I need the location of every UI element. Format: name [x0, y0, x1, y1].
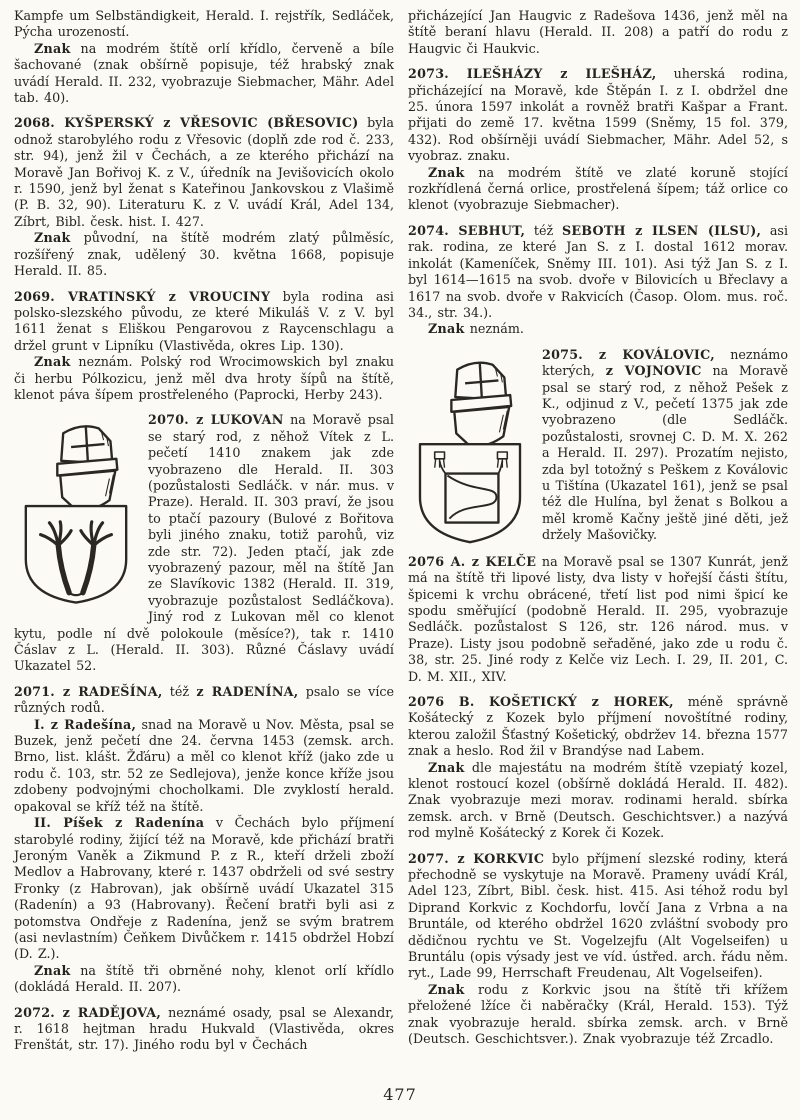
text-run: uherská rodina, přicházející na Moravě, kde Štěpán I. z I. obdržel dne 25. února 1597 inkolát a rovněž bratři Kašpar a Frant. přijati do země 17. května 1599 (Sněmy, 15 fol. 379, 432). Rod obšírněji uvádí Siebmacher, Mähr. Adel 52, s vyobraz. znaku.	[408, 66, 789, 164]
bold-text-run: Znak	[34, 230, 71, 246]
page-number: 477	[383, 1085, 417, 1104]
bold-text-run: Znak	[428, 759, 465, 775]
entry-2072-z-radejova	[14, 1005, 394, 1054]
entry-2069-vratinsky	[14, 289, 394, 404]
text-run: na Moravě psal se starý rod, z něhož Pešek z K., odjinud z V., pečetí 1375 jak zde vyobrazeno (dle Sedláčk. pozůstalosti, srovnej C. D. M. X. 262 a Herald. II. 297). Prozatím nejisto, zda byl totožný s Peškem z Koválovic u Tištína (Ukazatel 161), jenž se psal též dle Hulína, byl ženat s Bolkou a měl kromě Kačny ještě jiné děti, jež držely Mašovičky.	[542, 363, 788, 543]
text-run: v Čechách bylo příjmení starobylé rodiny, žijící též na Moravě, kde přichází bratři Jeroným Vaněk a Zikmund P. z R., kteří drželi zboží Medlov a Habrovany, které r. 1437 obdrželi od své sestry Fronky (z Habrovan), jak obšírně uvádí Ukazatel 315 (Radenín) a 93 (Habrovany). Řečení bratři byli asi z potomstva Ondřeje z Radenína, jenž se svým bratrem (asi nevlastním) Čeňkem Divůčkem r. 1415 obdržel Hobzí (D. Z.).	[14, 815, 395, 962]
paragraph	[14, 8, 394, 41]
bold-text-run: Znak	[34, 962, 71, 978]
text-run: na Moravě psal se 1307 Kunrát, jenž má na štítě tři lipové listy, dva listy v hořejší části štítu, špicemi k vrchu obrácené, třetí list pod nimi špicí ke spodu směřující (podobně Herald. II. 295, vyobrazuje Sedláčk. pozůstalost S 126, str. 126 národ. mus. v Praze). Listy jsou podobně seřaděné, jako zde u rodu č. 38, str. 25. Jiné rody z Kelče viz Lech. I. 29, II. 201, C. D. M. XII., XIV.	[408, 553, 788, 684]
bold-text-run: Znak	[428, 164, 465, 180]
text-run: původní, na štítě modrém zlatý půlměsíc, rozšířený znak, udělený 30. května 1668, popisuje Herald. II. 85.	[14, 230, 394, 279]
text-run: bylo příjmení slezské rodiny, která přechodně se vyskytuje na Moravě. Prameny uvádí Král, Adel 123, Zíbrt, Bibl. česk. hist. 415. Asi téhož rodu byl Diprand Korkvic z Kochdorfu, lovčí Jana z Vrbna a na Bruntále, od kterého obdržel 1620 zvláštní svobody pro dědičnou rychtu ve St. Vogelzejfu (Alt Vogelseifen) u Bruntálu (opis výsady jest ve víd. ústřed. arch. řádu něm. ryt., Lade 99, Herrschaft Freudenau, Alt Vogelseifen).	[408, 850, 788, 981]
bold-text-run: 2076 A. z KELČE	[408, 553, 537, 569]
bold-text-run: 2077. z KORKVIC	[408, 850, 545, 866]
text-run: též	[525, 222, 562, 238]
entry-2073-ileshazy	[408, 66, 788, 214]
text-run: psalo se více různých rodů.	[14, 683, 394, 716]
entry-2071-z-radesina	[14, 684, 394, 996]
bold-text-run: Znak	[428, 321, 465, 337]
bold-text-run: z RADENÍNA,	[196, 683, 299, 699]
bold-text-run: 2070. z LUKOVAN	[148, 412, 284, 428]
text-run: byla odnož starobylého rodu z Vřesovic (doplň zde rod č. 233, str. 94), jenž žil v Čechách, a ze kterého přichází na Moravě Jan Bořivoj K. z V., úředník na Jevišovicích okolo r. 1590, jenž byl ženat s Kateřinou Jankovskou z Vlašimě (P. B. 32, 90). Literaturu K. z V. uvádí Král, Adel 134, Zíbrt, Bibl. česk. hist. I. 427.	[14, 115, 394, 229]
paragraph	[14, 230, 394, 279]
text-run: na modrém štítě ve zlaté koruně stojící rozkřídlená černá orlice, prostřelená šípem; táž orlice co klenot (vyobrazuje Siebmacher).	[408, 164, 788, 213]
bold-text-run: Znak	[428, 981, 465, 997]
text-run: snad na Moravě u Nov. Města, psal se Buzek, jenž pečetí dne 24. června 1453 (zemsk. arch. Brno, list. klášt. Žďáru) a měl co klenot kříž (jako zde u rodu č. 103, str. 52 ze Sedlejova), jenže konce kříže jsou zdobeny podvojnými chocholkami. Dle zvyklostí herald. opakoval se kříž též na štítě.	[14, 716, 394, 814]
paragraph	[14, 354, 394, 403]
bold-text-run: 2074. SEBHUT,	[408, 222, 526, 238]
paragraph	[408, 554, 788, 685]
heraldic-crest-kovalovic-illustration	[408, 350, 532, 552]
text-run: neznámé osady, psal se Alexandr, r. 1618 hejtman hradu Hukvald (Vlastivěda, okres Frenštát, str. 17). Jiného rodu byl v Čechách	[14, 1004, 394, 1053]
column-left	[14, 8, 394, 1063]
bold-text-run: 2073. ILEŠHÁZY z ILEŠHÁZ,	[408, 66, 657, 82]
text-run: na Moravě psal se starý rod, z něhož Vítek z L. pečetí 1410 znakem jak zde vyobrazeno dle Herald. II. 303 (pozůstalosti Sedláčk. v nár. mus. v Praze). Herald. II. 303 praví, že jsou to ptačí pazoury (Bulové z Bořitova byli jiného znaku, totiž parohů, viz zde str. 72). Jeden ptačí, jak zde vyobrazený pazour, měl na štítě Jan ze Slavíkovic 1382 (Herald. II. 319, vyobrazuje pozůstalost Sedláčkova). Jiný rod z Lukovan měl co klenot kytu, podle ní dvě polokoule (měsíce?), tak r. 1410 Čáslav z L. (Herald. II. 303). Různé Čáslavy uvádí Ukazatel 52.	[14, 412, 394, 674]
bold-text-run: SEBOTH z ILSEN (ILSU),	[561, 222, 762, 238]
bold-text-run: Znak	[34, 40, 71, 56]
text-run: neznám. Polský rod Wrocimowskich byl znaku či herbu Pólkozicu, jenž měl dva hroty šípů na štítě, klenot páva šípem prostřeleného (Paprocki, Herby 243).	[14, 354, 394, 402]
paragraph	[14, 115, 394, 230]
two-column-text	[14, 8, 788, 1063]
entry-continuation-right	[408, 8, 788, 57]
entry-continuation-left	[14, 8, 394, 106]
entry-2070-z-lukovan	[14, 412, 394, 675]
text-run: asi rak. rodina, ze které Jan S. z I. dostal 1612 morav. inkolát (Kameníček, Sněmy III. 101). Asi týž Jan S. z I. byl 1614—1615 na svob. dvoře v Bilovicích u Břeclavy a 1617 na svob. dvoře v Rakvicích (Časop. Olom. mus. roč. 34., str. 34.).	[408, 222, 788, 320]
text-run: Kampfe um Selbständigkeit, Herald. I. rejstřík, Sedláček, Pýcha urozeností.	[14, 8, 394, 40]
paragraph	[408, 8, 788, 57]
paragraph	[408, 760, 788, 842]
text-run: neznámo kterých,	[542, 346, 788, 379]
paragraph	[408, 851, 788, 982]
bold-text-run: 2072. z RADĚJOVA,	[14, 1004, 162, 1020]
text-run: na modrém štítě orlí křídlo, červeně a bíle šachované (znak obšírně popisuje, též hrabský znak uvádí Herald. II. 232, vyobrazuje Siebmacher, Mähr. Adel tab. 40).	[14, 40, 394, 106]
entry-2077-z-korkvic	[408, 851, 788, 1048]
paragraph	[14, 963, 394, 996]
paragraph	[408, 321, 788, 337]
paragraph	[408, 982, 788, 1048]
paragraph	[14, 289, 394, 355]
text-run: neznám.	[464, 321, 524, 337]
column-right	[408, 8, 788, 1063]
bold-text-run: 2075. z KOVÁLOVIC,	[542, 346, 715, 362]
heraldic-crest-lukovan-illustration	[14, 415, 138, 609]
paragraph	[14, 41, 394, 107]
entry-2076b-koseticky	[408, 694, 788, 842]
text-run: na štítě tři obrněné nohy, klenot orlí křídlo (dokládá Herald. II. 207).	[14, 962, 394, 995]
text-run: přicházející Jan Haugvic z Radešova 1436, jenž měl na štítě beraní hlavu (Herald. II. 208) a patří do rodu z Haugvic či Haukvic.	[408, 8, 788, 56]
bold-text-run: 2071. z RADEŠÍNA,	[14, 683, 163, 699]
paragraph	[408, 694, 788, 760]
entry-2068-kyspersky	[14, 115, 394, 279]
paragraph	[14, 684, 394, 717]
paragraph	[14, 815, 394, 963]
text-run: méně správně Košátecký z Kozek bylo příjmení novoštítné rodiny, kterou založil Šťastný Košetický, obdržev 14. března 1577 znak a heslo. Rod žil v Brandýse nad Labem.	[408, 693, 788, 759]
text-run: byla rodina asi polsko-slezského původu, ze které Mikuláš V. z V. byl 1611 ženat s Eliškou Pengarovou z Raycenschlagu a držel grunt v Lipníku (Vlastivěda, okres Lip. 130).	[14, 288, 394, 353]
entry-2075-z-kovalovic	[408, 347, 788, 544]
paragraph	[14, 1005, 394, 1054]
entry-2074-sebhut	[408, 223, 788, 338]
bold-text-run: I. z Radešína,	[34, 716, 137, 732]
paragraph	[408, 165, 788, 214]
text-run: též	[162, 683, 197, 699]
text-run: dle majestátu na modrém štítě vzepiatý kozel, klenot rostoucí kozel (obšírně dokládá Herald. II. 482). Znak vyobrazuje mezi morav. rodinami herald. sbírka zemsk. arch. v Brně (Deutsch. Geschichtsver.) a nazývá rod mylně Košátecký z Korek či Kozek.	[408, 759, 788, 841]
bold-text-run: 2076 B. KOŠETICKÝ z HOREK,	[408, 693, 674, 709]
entry-2076a-z-kelce	[408, 554, 788, 685]
bold-text-run: Znak	[34, 354, 71, 370]
bold-text-run: 2068. KYŠPERSKÝ z VŘESOVIC (BŘESOVIC)	[14, 115, 359, 131]
paragraph	[408, 66, 788, 164]
paragraph	[408, 223, 788, 321]
paragraph	[14, 717, 394, 815]
bold-text-run: 2069. VRATINSKÝ z VROUCINY	[14, 288, 271, 304]
bold-text-run: z VOJNOVIC	[605, 363, 702, 379]
bold-text-run: II. Píšek z Radenína	[34, 815, 205, 831]
text-run: rodu z Korkvic jsou na štítě tři křížem přeložené lžíce či naběračky (Král, Herald. 153). Týž znak vyobrazuje herald. sbírka zemsk. arch. v Brně (Deutsch. Geschichtsver.). Znak vyobrazuje též Zrcadlo.	[408, 981, 788, 1047]
